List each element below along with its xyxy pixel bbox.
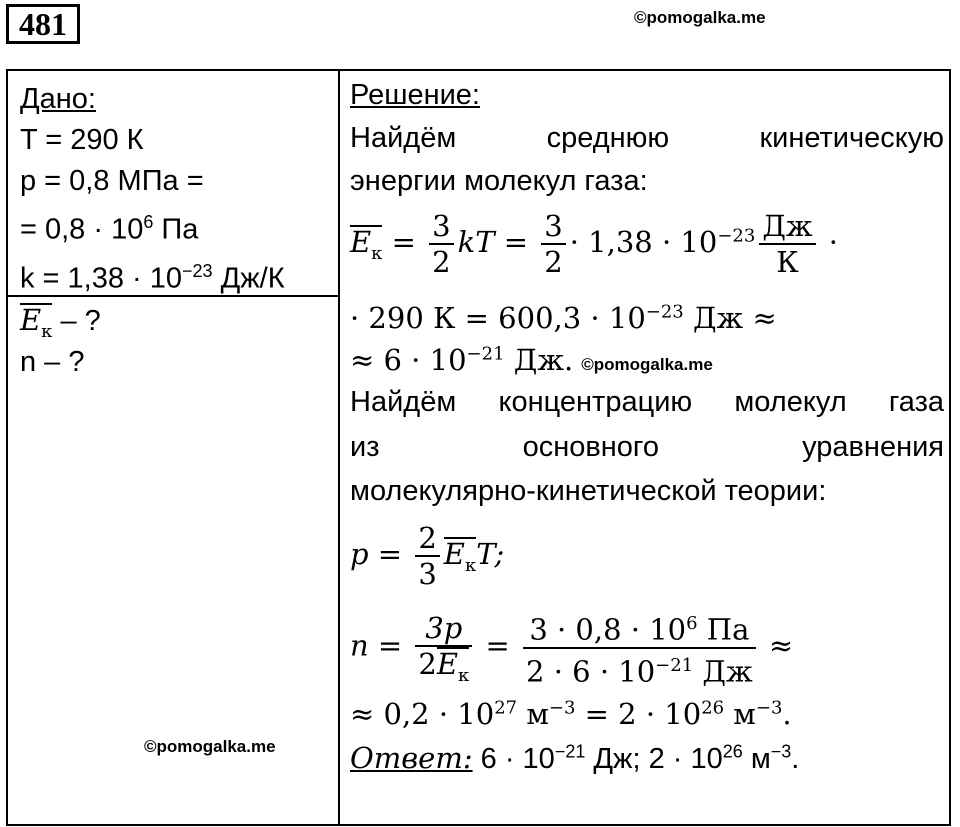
solution-text-3: Найдём концентрацию молекул газа (350, 386, 944, 418)
solution-text-2: энергии молекул газа: (350, 165, 648, 197)
watermark-top: ©pomogalka.me (634, 8, 766, 27)
find-section (20, 301, 101, 383)
given-pressure: p = 0,8 МПа = (20, 165, 204, 197)
given-boltzmann: $k = 1,38 \cdot 10^{-23}$ Дж/К (20, 260, 285, 295)
find-concentration: n – ? (20, 346, 85, 378)
solution-title: Решение: (350, 79, 480, 111)
solution-text-1: Найдём среднюю кинетическую (350, 122, 944, 154)
answer-line: Ответ: $6 \cdot 10^{-21}$ Дж; $2 \cdot 10^{26}$ $м^{-3}$. (350, 741, 800, 775)
equation-energy: $E_к$ = $\frac{3}{2}$ kT = $\frac{3}{2}$ · $1,38 \cdot 10^{-23}$ $\frac{Дж}{К}$ · (350, 209, 839, 279)
given-section (20, 79, 285, 299)
watermark-mid: ©pomogalka.me (581, 355, 713, 374)
given-pressure-si: = $0,8 \cdot 10^6$ Па (20, 212, 199, 246)
answer-label: Ответ: (350, 741, 473, 775)
solution-text-4: из основного уравнения (350, 431, 944, 463)
equation-energy-result: ≈ $6 \cdot 10^{-21}$ Дж. ©pomogalka.me (350, 343, 713, 377)
given-temperature: T = 290 К (20, 124, 144, 156)
solution-table (6, 69, 951, 826)
equation-energy-cont: · 290 $К = 600,3 \cdot 10^{-23}$ Дж ≈ (350, 301, 777, 335)
equation-concentration: n = $\frac{3p}{2E_к}$ = $\frac{3 \cdot 0,8 \cdot 10^6 Па}{2 \cdot 6 \cdot 10^{-21} Дж}$ ≈ (350, 607, 793, 688)
solution-text-5: молекулярно-кинетической теории: (350, 475, 827, 507)
given-title: Дано: (20, 83, 96, 115)
equation-pressure: p = $\frac{2}{3}$ $E_кT$; (350, 521, 505, 591)
find-energy: $E_к$ – ? (20, 303, 101, 342)
column-divider (338, 71, 340, 824)
problem-number: 481 (6, 4, 80, 44)
watermark-bottom: ©pomogalka.me (144, 737, 276, 756)
equation-concentration-result: ≈ $0,2 \cdot 10^{27}$ $м^{-3} = 2 \cdot 10^{26}$ $м^{-3}$. (350, 697, 792, 731)
